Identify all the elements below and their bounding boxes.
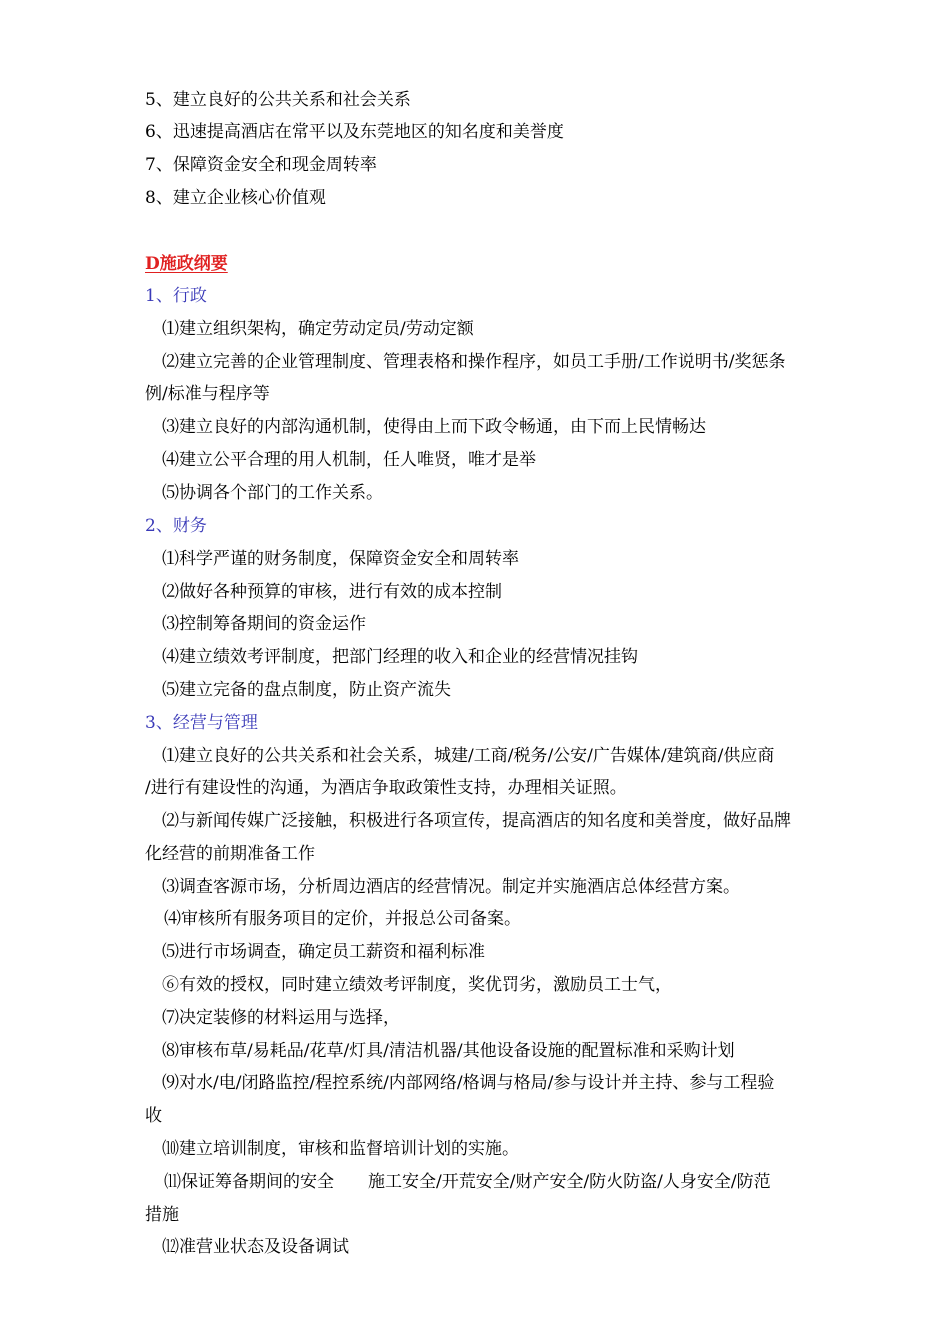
admin-item: ⑶建立良好的内部沟通机制，使得由上而下政令畅通，由下而上民情畅达 — [162, 417, 706, 437]
operations-item: ⑼对水/电/闭路监控/程控系统/内部网络/格调与格局/参与设计并主持、参与工程验 — [162, 1073, 775, 1093]
finance-heading: 2、财务 — [145, 516, 207, 536]
operations-item: ⑸进行市场调查，确定员工薪资和福利标准 — [162, 942, 485, 962]
operations-item: ⑴建立良好的公共关系和社会关系，城建/工商/税务/公安/广告媒体/建筑商/供应商 — [162, 746, 775, 766]
operations-item: ⑽建立培训制度，审核和监督培训计划的实施。 — [162, 1139, 519, 1159]
finance-item: ⑴科学严谨的财务制度，保障资金安全和周转率 — [162, 549, 519, 569]
operations-item: ⑶调查客源市场，分析周边酒店的经营情况。制定并实施酒店总体经营方案。 — [162, 877, 740, 897]
operations-item-continuation: 措施 — [145, 1205, 179, 1225]
operations-item: ⑷审核所有服务项目的定价，并报总公司备案。 — [164, 909, 521, 929]
admin-item: ⑴建立组织架构，确定劳动定员/劳动定额 — [162, 319, 474, 339]
finance-item: ⑸建立完备的盘点制度，防止资产流失 — [162, 680, 451, 700]
operations-item: ⑿准营业状态及设备调试 — [162, 1237, 349, 1257]
operations-item-continuation: 化经营的前期准备工作 — [145, 844, 315, 864]
admin-item: ⑸协调各个部门的工作关系。 — [162, 483, 383, 503]
finance-item: ⑶控制筹备期间的资金运作 — [162, 614, 366, 634]
operations-item: ⑻审核布草/易耗品/花草/灯具/清洁机器/其他设备设施的配置标准和采购计划 — [162, 1041, 735, 1061]
operations-item: ⑾保证筹备期间的安全 施工安全/开荒安全/财产安全/防火防盗/人身安全/防范 — [164, 1172, 771, 1192]
admin-item: ⑵建立完善的企业管理制度、管理表格和操作程序，如员工手册/工作说明书/奖惩条 — [162, 352, 786, 372]
intro-item: 5、建立良好的公共关系和社会关系 — [145, 90, 411, 110]
section-title: D施政纲要 — [145, 254, 228, 274]
operations-item-continuation: 收 — [145, 1106, 162, 1126]
finance-item: ⑵做好各种预算的审核，进行有效的成本控制 — [162, 582, 502, 602]
operations-item: ⑥有效的授权，同时建立绩效考评制度，奖优罚劣，激励员工士气， — [162, 975, 672, 995]
operations-item: ⑵与新闻传媒广泛接触，积极进行各项宣传，提高酒店的知名度和美誉度，做好品牌 — [162, 811, 791, 831]
intro-item: 7、保障资金安全和现金周转率 — [145, 155, 377, 175]
operations-heading: 3、经营与管理 — [145, 713, 258, 733]
finance-item: ⑷建立绩效考评制度，把部门经理的收入和企业的经营情况挂钩 — [162, 647, 638, 667]
admin-heading: 1、行政 — [145, 286, 207, 306]
intro-item: 8、建立企业核心价值观 — [145, 188, 326, 208]
admin-item-continuation: 例/标准与程序等 — [145, 384, 270, 404]
operations-item-continuation: /进行有建设性的沟通，为酒店争取政策性支持，办理相关证照。 — [145, 778, 627, 798]
operations-item: ⑺决定装修的材料运用与选择， — [162, 1008, 400, 1028]
intro-item: 6、迅速提高酒店在常平以及东莞地区的知名度和美誉度 — [145, 122, 564, 142]
admin-item: ⑷建立公平合理的用人机制，任人唯贤，唯才是举 — [162, 450, 536, 470]
